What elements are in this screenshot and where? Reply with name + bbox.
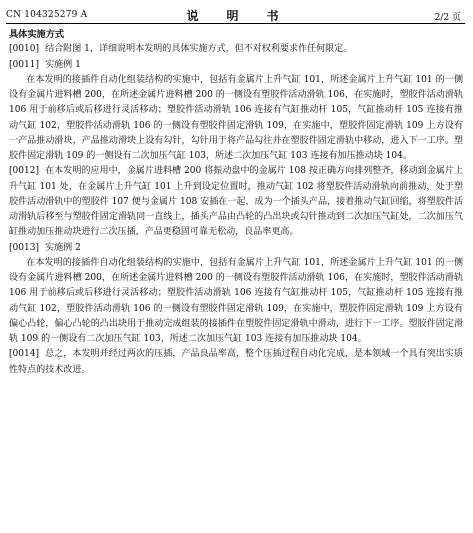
paragraph-0014 xyxy=(9,347,463,378)
page-number: 2/2 页 xyxy=(434,13,461,23)
section-heading: 具体实施方式 xyxy=(9,29,65,40)
paragraph-tag: [0011] xyxy=(9,59,40,70)
paragraph-tag: [0010] xyxy=(9,44,40,55)
paragraph-text: 在本发明的应用中，金属片进料槽 200 将振动盘中的金属片 108 按正确方向排列整齐，移动到金属片上升气缸 101 处，在金属片上升气缸 101 上升到设定位置时，推动气缸 102 将塑胶件活动滑轨向前推动，处于塑胶件活动滑轨中的塑胶件 107 便与金属片 108 安插在一起，成为一个插头产品，接着推动气缸回缩，将塑胶件活动滑轨后移至与塑胶件固定滑轨同一直线上，插头产品由凸轮的凸出块或勾针推动到二次加压气缸处，二次加压气缸推动加压推动块进行二次压插，产品更稳固可靠无松动，良品率更高。 xyxy=(9,166,463,238)
document-title: 说 明 书 xyxy=(186,9,287,23)
document-number: CN 104325279 A xyxy=(6,10,88,20)
paragraph-0011-heading xyxy=(9,58,463,73)
paragraph-tag: [0014] xyxy=(9,349,40,360)
paragraph-tag: [0012] xyxy=(9,166,40,177)
paragraph-text: 总之，本发明并经过两次的压插，产品良品率高，整个压插过程自动化完成，是本领域一个具有突出实质性特点的技术改进。 xyxy=(9,349,463,375)
header-divider xyxy=(6,23,465,24)
paragraph-0012 xyxy=(9,164,463,240)
document-body xyxy=(9,27,463,378)
example-label: 实施例 1 xyxy=(45,59,81,70)
paragraph-0011-body: 在本发明的接插件自动化组装结构的实施中，包括有金属片上升气缸 101，所述金属片上升气缸 101 的一侧设有金属片进料槽 200，在所述金属片进料槽 200 的一侧设有塑胶件活动滑轨 106，在实施时，塑胶件活动滑轨 106 用于前移后或后移进行灵活移动；塑胶件活动滑轨 106 连接有气缸推动杆 105，气缸推动杆 105 连接有推动气缸 102，塑胶件活动滑轨 106 的一侧设有塑胶件固定滑轨 109，在实施中，塑胶件固定滑轨 109 上方设有一产品推动滑块，产品推动滑块上设有勾针，勾针用于将产品勾往并在塑胶件固定滑轨中移动，进入下一工序。塑胶件固定滑轨 109 的一侧设有二次加压气缸 103，所述二次加压气缸 103 连接有加压推动块 104。 xyxy=(9,74,463,161)
page-header xyxy=(0,0,473,22)
paragraph-0013-heading xyxy=(9,241,463,256)
paragraph-tag: [0013] xyxy=(9,242,40,253)
example-label: 实施例 2 xyxy=(45,242,81,253)
paragraph-text: 结合附图 1，详细说明本发明的具体实施方式，但不对权利要求作任何限定。 xyxy=(45,44,353,55)
paragraph-0010 xyxy=(9,42,463,57)
paragraph-0013-body: 在本发明的接插件自动化组装结构的实施中，包括有金属片上升气缸 101，所述金属片上升气缸 101 的一侧设有金属片进料槽 200，在所述金属片进料槽 200 的一侧设有塑胶件活动滑轨 106，在实施时，塑胶件活动滑轨 106 用于前移后或后移进行灵活移动；塑胶件活动滑轨 106 连接有气缸推动杆 105，气缸推动杆 105 连接有推动气缸 102，塑胶件活动滑轨 106 的一侧设有塑胶件固定滑轨 109，在实施中，塑胶件固定滑轨 109 上方设有偏心凸轮，偏心凸轮的凸出块用于推动完成组装的接插件在塑胶件固定滑轨中滑动，进行下一工序。塑胶件固定滑轨 109 的一侧设有二次加压气缸 103，所述二次加压气缸 103 连接有加压推动块 104。 xyxy=(9,257,463,344)
